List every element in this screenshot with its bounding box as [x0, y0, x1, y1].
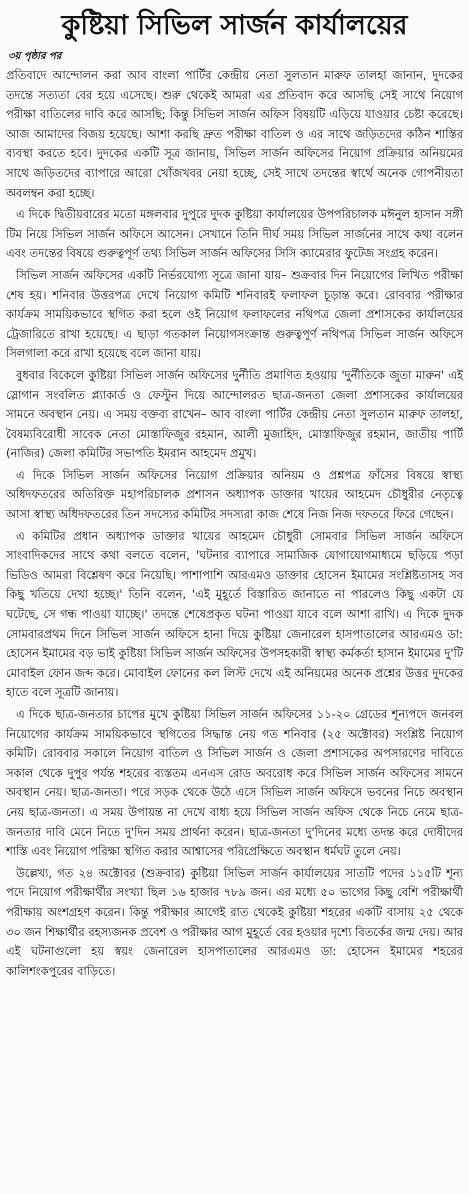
article-body: [6, 66, 463, 981]
article-paragraph: এ কমিটির প্রধান অধ্যাপক ডাক্তার খায়ের আহমেদ চৌধুরী সোমবার সিভিল সার্জন অফিসে সাংবাদিকদের সাথে কথা বলতে বলেন, 'ঘটনার ব্যাপারে সামাজিক যোগাযোগমাধ্যমে ছড়িয়ে পড়া ভিডিও আমরা বিশ্লেষণ করে নিয়েছি। পাশাপাশি আরএমও ডাক্তার হোসেন ইমামের সংশ্লিষ্টতাসহ সব কিছু খতিয়ে দেখা হচ্ছে।' তিনি বলেন, 'এই মুহূর্তে বিস্তারিত জানাতে না পারলেও কিছু একটা যে ঘটেছে, সে গন্ধ পাওয়া যাচ্ছে।' তদন্তে শেষেপ্রকৃত ঘটনা পাওয়া যাবে বলে আশা রাখি। এ দিকে দুদক সোমবারপ্রথম দিনে সিভিল সার্জন অফিসে হানা দিয়ে কুষ্টিয়া জেনারেল হাসপাতালের আরএমও ডা: হোসেন ইমামের বড় ভাই কুষ্টিয়া সিভিল সার্জন অফিসের উপসহকারী স্বাস্থ্য কর্মকর্তা হাসান ইমামের দু'টি মোবাইল ফোন জব্দ করে। মোবাইল ফোনের কল লিস্ট দেখে এই অনিয়মের অনেক প্রশ্নের উত্তর দুদকের হাতে বলে সূত্রটি জানায়।: [6, 528, 463, 700]
article-paragraph: এ দিকে সিভিল সার্জন অফিসের নিয়োগ প্রক্রিয়ার অনিয়ম ও প্রশ্নপত্র ফাঁসের বিষয়ে স্বাস্থ্য অধিদফতরের অতিরিক্ত মহাপরিচালক প্রশাসন অধ্যাপক ডাক্তার খায়ের আহমেদ চৌধুরীর নেতৃত্বে আসা স্বাস্থ্য অধিদফতরের তিন সদস্যের কমিটির সদস্যরা কাজ শেষে নিজ নিজ দফতরে ফিরে গেছেন।: [6, 467, 463, 522]
article-paragraph: উল্লেখ্য, গত ২৪ অক্টোবর (শুক্রবার) কুষ্টিয়া সিভিল সার্জন কার্যালয়ের সাতটি পদের ১১৫টি শূন্য পদে নিয়োগ পরীক্ষার্থীর সংখ্যা ছিল ১৬ হাজার ৭৮৯ জন। এর মধ্যে ৫০ ভাগের কিছু বেশি পরীক্ষার্থী পরীক্ষায় অংশগ্রহণ করেন। কিন্তু পরীক্ষার আগেই রাত থেকেই কুষ্টিয়া শহরের একটি বাসায় ২৫ থেকে ৩০ জন শিক্ষার্থীর রহস্যজনক প্রবেশ ও পরীক্ষার আগ মুহূর্তে বের হওয়ার দৃশ্যে বিতর্কের জন্ম দেয়। আর এই ঘটনাগুলো হয় স্বয়ং জেনারেল হাসপাতালের আরএমও ডা: হোসেন ইমামের শহরের কালিশংকপুরের বাড়িতে।: [6, 865, 463, 978]
article-paragraph: প্রতিবাদে আন্দোলন করা আব বাংলা পার্টির কেন্দ্রীয় নেতা সুলতান মারুফ তালহা জানান, দুদকের তদন্তে সত্যতা বের হয়ে এসেছে। শুরু থেকেই আমরা এর প্রতিবাদ করে আসছি সেই সাথে নিয়োগ পরীক্ষা বাতিলের দাবি করে আসছি; কিন্তু সিভিল সার্জন অফিস বিষয়টি এড়িয়ে যাওয়ার চেষ্টা করেছে। আজ আমাদের বিজয় হয়েছে। আশা করছি দ্রুত পরীক্ষা বাতিল ও এর সাথে জড়িতদের কঠিন শাস্তির ব্যবস্থা করতে হবে। দুদকের একটি সূত্র জানায়, সিভিল সার্জন অফিসের নিয়োগ প্রক্রিয়ার অনিয়মের সাথে জড়িতদের ব্যাপারে আরো খোঁজখবর নেয়া হচ্ছে, সেই সাথে তদন্তের স্বার্থে অনেক গোপনীয়তা অবলম্বন করা হচ্ছে।: [6, 68, 463, 200]
continued-from-label: ৩য় পৃষ্ঠার পর: [8, 51, 62, 62]
article-paragraph: বুধবার বিকেলে কুষ্টিয়া সিভিল সার্জন অফিসের দুর্নীতি প্রমাণিত হওয়ায় 'দুর্নীতিকে জুতা মারুন' এই স্লোগান সংবলিত প্ল্যাকার্ড ও ফেস্টুন দিয়ে আন্দোলরত ছাত্র-জনতা জেলা প্রশাসকের কার্যালয়ের সামনে অবস্থান নেয়। এ সময় বক্তব্য রাখেন– আব বাংলা পার্টির কেন্দ্রীয় নেতা সুলতান মারুফ তালহা, বৈষম্যবিরোধী সাবেক নেতা মোস্তাফিজুর রহমান, আলী মুজাহিদ, মোস্তাফিজুর রহমান, জাতীয় পার্টি (নাজির) জেলা কমিটির সভাপতি ইমরান আহমেদ প্রমুখ।: [6, 367, 463, 461]
article-paragraph: এ দিকে ছাত্র-জনতার চাপের মুখে কুষ্টিয়া সিভিল সার্জন অফিসের ১১-২০ গ্রেডের শূন্যপদে জনবল নিয়োগের কার্যক্রম সাময়িকভাবে স্থগিতের সিদ্ধান্ত নেয় গত শনিবার (২৫ অক্টোবর) সংশ্লিষ্ট নিয়োগ কমিটি। রোববার সকালে নিয়োগ বাতিল ও সিভিল সার্জন ও জেলা প্রশাসকের অপসারণের দাবিতে সকাল থেকে দুপুর পর্যন্ত শহরের ব্যস্ততম এনএস রোড অবরোধ করে সিভিল সার্জন অফিসের সামনে অবস্থান নেয়। ছাত্র-জনতা। পরে সড়ক থেকে উঠে এসে সিভিল সার্জন অফিসে ভবনের নিচে অবস্থান নেয় ছাত্র-জনতা। এ সময় উপায়ন্ত না দেখে বাধ্য হয়ে সিভিল সার্জন অফিস থেকে নিচে নেমে ছাত্র-জনতার দাবি মেনে নিতে দু'দিন সময় প্রার্থনা করেন। ছাত্র-জনতা দু'দিনের মধ্যে তদন্ত করে দোষীদের শাস্তি এবং নিয়োগ পরিক্ষা স্থগিত করার আশ্বাসের পরিপ্রেক্ষিতে অবস্থান ধর্মঘট তুলে নেয়।: [6, 707, 463, 859]
headline: কুষ্টিয়া সিভিল সার্জন কার্যালয়ের: [61, 10, 408, 41]
article-paragraph: সিভিল সার্জন অফিসের একটি নির্ভরযোগ্য সূত্রে জানা যায়– শুক্রবার দিন নিয়োগের লিখিত পরীক্ষা শেষ হয়। শনিবার উত্তরপত্র দেখে নিয়োগ কমিটি শনিবারই ফলাফল চূড়ান্ত করে। রোববার পরীক্ষার কার্যক্রম সাময়িকভাবে স্থগিত করা হলে ওই নিয়োগ ফলাফলের নথিপত্র জেলা প্রশাসকের কার্যালয়ের ট্রেজারিতে রাখা হয়েছে। এ ছাড়া গতকাল নিয়োগসংক্রান্ত গুরুত্বপূর্ণ নথিপত্র সিভিল সার্জন অফিসে সিলগালা করে রাখা হয়েছে বলে জানা যায়।: [6, 267, 463, 361]
article-paragraph: এ দিকে দ্বিতীয়বারের মতো মঙ্গলবার দুপুরে দুদক কুষ্টিয়া কার্যালয়ের উপপরিচালক মঈনুল হাসান সঙ্গী টিম নিয়ে সিভিল সার্জন অফিসে আসেন। সেখানে তিনি দীর্ঘ সময় সিভিল সার্জনের সাথে কথা বলেন এবং তদন্তের বিষয়ে গুরুত্বপূর্ণ তথ্য সিভিল সার্জন অফিসের সিসি ক্যামেরার ফুটেজ সংগ্রহ করেন।: [6, 207, 464, 261]
